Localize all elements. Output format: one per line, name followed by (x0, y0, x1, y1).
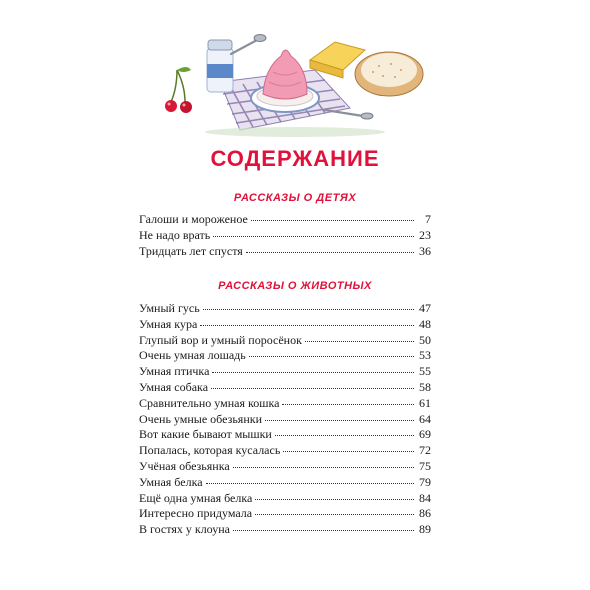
leader-dots (255, 513, 414, 515)
toc-entry-page: 50 (419, 332, 431, 347)
leader-dots (255, 498, 414, 500)
toc-entry-title: Интересно придумала (139, 506, 253, 521)
leader-dots (305, 340, 414, 342)
toc-entry-title: Попалась, которая кусалась (139, 443, 281, 458)
toc-entry[interactable] (139, 380, 431, 396)
toc-entry[interactable] (139, 506, 431, 522)
toc-entry-title: Не надо врать (139, 227, 211, 242)
leader-dots (203, 308, 414, 310)
toc-entry-page: 72 (419, 443, 431, 458)
toc-entry[interactable] (139, 364, 431, 380)
toc-section-animals (139, 301, 431, 538)
toc-entry[interactable] (139, 459, 431, 475)
leader-dots (200, 324, 414, 326)
toc-entry-title: Умная белка (139, 474, 203, 489)
leader-dots (206, 482, 414, 484)
toc-entry-page: 47 (419, 301, 431, 315)
toc-entry[interactable] (139, 475, 431, 491)
toc-entry-title: Галоши и мороженое (139, 212, 248, 226)
toc-entry-title: В гостях у клоуна (139, 522, 230, 537)
leader-dots (246, 251, 414, 253)
toc-entry-page: 48 (419, 316, 431, 331)
toc-entry-title: Умная птичка (139, 364, 210, 379)
leader-dots (212, 371, 414, 373)
toc-entry-page: 69 (419, 427, 431, 442)
toc-entry[interactable] (139, 491, 431, 507)
toc-entry-title: Сравнительно умная кошка (139, 395, 280, 410)
toc-entry-page: 79 (419, 474, 431, 489)
toc-entry[interactable] (139, 212, 431, 228)
leader-dots (265, 419, 414, 421)
toc-entry[interactable] (139, 427, 431, 443)
toc-entry-page: 86 (419, 506, 431, 521)
toc-entry-page: 55 (419, 364, 431, 379)
leader-dots (283, 450, 414, 452)
shadow (205, 127, 385, 137)
toc-entry[interactable] (139, 228, 431, 244)
toc-entry[interactable] (139, 348, 431, 364)
leader-dots (251, 219, 414, 221)
toc-entry-title: Глупый вор и умный поросёнок (139, 332, 302, 347)
toc-entry-page: 75 (419, 458, 431, 473)
bread-icon (355, 52, 423, 96)
toc-entry-page: 84 (419, 490, 431, 505)
toc-entry-page: 89 (419, 522, 431, 537)
toc-entry-page: 53 (419, 348, 431, 363)
toc-entry-title: Тридцать лет спустя (139, 243, 243, 258)
toc-entry-page: 64 (419, 411, 431, 426)
leader-dots (233, 466, 414, 468)
toc-entry[interactable] (139, 522, 431, 538)
toc-entry[interactable] (139, 317, 431, 333)
toc-entry[interactable] (139, 333, 431, 349)
toc-entry-page: 23 (419, 227, 431, 242)
leader-dots (275, 434, 414, 436)
toc-entry-title: Очень умная лошадь (139, 348, 246, 363)
food-illustration (165, 30, 425, 138)
toc-entry-title: Умная собака (139, 379, 209, 394)
toc-entry-title: Умная кура (139, 316, 198, 331)
toc-entry-page: 7 (425, 212, 431, 226)
toc-entry-page: 36 (419, 243, 431, 258)
leader-dots (233, 529, 414, 531)
toc-entry-title: Умный гусь (139, 301, 200, 315)
spoon-icon (231, 35, 266, 55)
toc-entry[interactable] (139, 244, 431, 260)
toc-entry[interactable] (139, 396, 431, 412)
toc-entry-title: Учёная обезьянка (139, 458, 230, 473)
page-title: СОДЕРЖАНИЕ (210, 146, 380, 171)
section-heading-children: РАССКАЗЫ О ДЕТЯХ (233, 192, 357, 204)
toc-entry-page: 61 (419, 395, 431, 410)
leader-dots (213, 235, 414, 237)
leader-dots (249, 355, 414, 357)
toc-section-children (139, 212, 431, 259)
leader-dots (282, 403, 414, 405)
toc-entry[interactable] (139, 412, 431, 428)
toc-entry[interactable] (139, 301, 431, 317)
salt-shaker (207, 40, 233, 92)
toc-entry-title: Вот какие бывают мышки (139, 427, 272, 442)
toc-entry-title: Очень умные обезьянки (139, 411, 262, 426)
section-heading-animals: РАССКАЗЫ О ЖИВОТНЫХ (218, 280, 372, 292)
toc-entry-page: 58 (419, 379, 431, 394)
toc-entry[interactable] (139, 443, 431, 459)
spoon-icon (325, 110, 373, 119)
toc-entry-title: Ещё одна умная белка (139, 490, 253, 505)
leader-dots (211, 387, 414, 389)
cherries-icon (165, 67, 192, 113)
